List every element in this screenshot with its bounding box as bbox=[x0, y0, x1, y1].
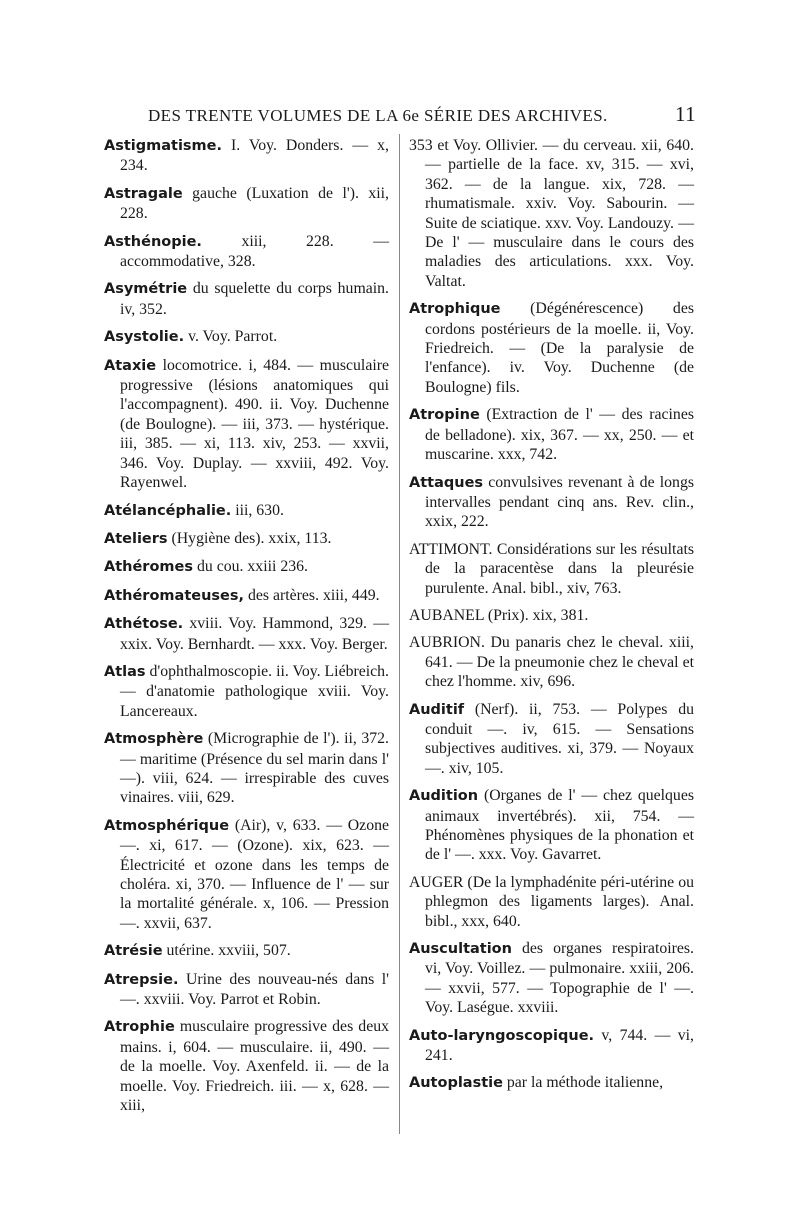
left-column bbox=[104, 136, 389, 1123]
index-entry bbox=[409, 786, 694, 865]
entry-headword: Atrésie bbox=[104, 943, 163, 960]
entry-headword: Ateliers bbox=[104, 530, 168, 547]
entry-headword: Auditif bbox=[409, 701, 465, 718]
running-head bbox=[148, 102, 696, 128]
index-entry-author bbox=[409, 606, 694, 625]
index-entry bbox=[104, 557, 389, 577]
entry-text: (Prix). xix, 381. bbox=[483, 606, 589, 624]
index-entry bbox=[104, 970, 389, 1010]
entry-headword: Autoplastie bbox=[409, 1075, 503, 1092]
index-entry bbox=[104, 184, 389, 224]
entry-headword: Atropine bbox=[409, 407, 480, 424]
index-entry bbox=[104, 327, 389, 347]
entry-text: locomotrice. i, 484. — musculaire progressive (lésions anatomiques qui l'accompagnent). 490. ii. Voy. Duchenne (de Boulogne). — iii, 373. — hystérique. iii, 385. — xi, 113. xiv, 253. — xxvii, 346. Voy. Duplay. — xxviii, 492. Voy. Rayenwel. bbox=[120, 356, 389, 492]
entry-headword: Athétose. bbox=[104, 616, 184, 633]
index-entry bbox=[104, 816, 389, 933]
entry-text: Considérations sur les résultats de la paracentèse dans la pleurésie purulente. Anal. bibl., xiv, 763. bbox=[425, 540, 694, 597]
entry-headword: Ataxie bbox=[104, 357, 157, 374]
entry-text: du cou. xxiii 236. bbox=[193, 558, 308, 576]
entry-text: I. Voy. Donders. — x, 234. bbox=[120, 137, 389, 175]
entry-text: (Hygiène des). xxix, 113. bbox=[167, 529, 332, 547]
entry-text: (De la lymphadénite péri-utérine ou phlegmon des ligaments larges). Anal. bibl., xxx, 640. bbox=[425, 873, 694, 930]
entry-headword: Auto-laryngoscopique. bbox=[409, 1027, 595, 1044]
entry-text: xviii. Voy. Hammond, 329. — xxix. Voy. Bernhardt. — xxx. Voy. Berger. bbox=[120, 615, 389, 653]
column-divider bbox=[399, 134, 400, 1134]
index-entry bbox=[409, 299, 694, 397]
entry-headword: Atmosphérique bbox=[104, 817, 230, 834]
entry-text: gauche (Luxation de l'). xii, 228. bbox=[120, 184, 389, 223]
entry-text: 353 et Voy. Ollivier. — du cerveau. xii, 640. — partielle de la face. xv, 315. — xvi, 362. — de la langue. xix, 728. — rhumatismale. xxiv. Voy. Sabourin. — Suite de sciatique. xxv. Voy. Landouzy. — De l' — musculaire dans le cours des maladies des articulations. xxx. Voy. Valtat. bbox=[409, 137, 694, 290]
index-entry bbox=[104, 586, 389, 606]
entry-headword: Astigmatisme. bbox=[104, 138, 223, 154]
index-entry bbox=[104, 729, 389, 808]
entry-text: convulsives revenant à de longs intervalles pendant cinq ans. Rev. clin., xxix, 222. bbox=[425, 473, 694, 531]
index-entry bbox=[104, 1017, 389, 1115]
entry-text: (Nerf). ii, 753. — Polypes du conduit —. iv, 615. — Sensations subjectives auditives. xi, 379. — Noyaux —. xiv, 105. bbox=[425, 700, 694, 777]
index-entry bbox=[104, 614, 389, 654]
entry-text: Urine des nouveau-nés dans l' —. xxviii. Voy. Parrot et Robin. bbox=[120, 970, 389, 1009]
entry-text: du squelette du corps humain. iv, 352. bbox=[120, 280, 389, 318]
index-entry bbox=[104, 136, 389, 176]
entry-headword: Atrophique bbox=[409, 301, 501, 318]
entry-text: utérine. xxviii, 507. bbox=[162, 942, 291, 960]
index-entry bbox=[104, 279, 389, 319]
entry-author: AUBRION. bbox=[409, 634, 485, 652]
index-entry bbox=[104, 501, 389, 521]
index-entry-author bbox=[409, 633, 694, 691]
entry-text: par la méthode italienne, bbox=[502, 1074, 664, 1092]
entry-headword: Asymétrie bbox=[104, 281, 188, 298]
entry-headword: Attaques bbox=[409, 474, 484, 491]
right-column bbox=[409, 136, 694, 1102]
index-entry bbox=[409, 1026, 694, 1066]
index-entry bbox=[104, 232, 389, 272]
entry-text: (Extraction de l' — des racines de belladone). xix, 367. — xx, 250. — et muscarine. xxx, 742. bbox=[425, 406, 694, 464]
index-entry bbox=[409, 1073, 694, 1093]
entry-text: (Micrographie de l'). ii, 372. — maritime (Présence du sel marin dans l' —). viii, 624. — irrespirable des cuves vinaires. viii, 629. bbox=[120, 730, 389, 807]
index-entry-author bbox=[409, 873, 694, 931]
running-title: DES TRENTE VOLUMES DE LA 6e SÉRIE DES ARCHIVES. bbox=[148, 106, 608, 125]
entry-author: AUBANEL bbox=[409, 606, 484, 624]
entry-headword: Athéromateuses, bbox=[104, 587, 245, 604]
index-entry bbox=[409, 405, 694, 464]
entry-text: v. Voy. Parrot. bbox=[184, 328, 278, 346]
entry-headword: Audition bbox=[409, 788, 479, 805]
index-entry bbox=[409, 939, 694, 1018]
entry-text: des organes respiratoires. vi, Voy. Voillez. — pulmonaire. xxiii, 206. — xxvii, 577. — Topographie de l' —. Voy. Laségue. xxviii. bbox=[425, 940, 694, 1017]
entry-text: iii, 630. bbox=[231, 501, 284, 519]
entry-text: Du panaris chez le cheval. xiii, 641. — De la pneumonie chez le cheval et chez l'homme. xiv, 696. bbox=[425, 634, 694, 691]
entry-headword: Atélancéphalie. bbox=[104, 502, 232, 519]
entry-text: xiii, 228. — accommodative, 328. bbox=[120, 232, 389, 271]
entry-text: (Dégénérescence) des cordons postérieurs de la moelle. ii, Voy. Friedreich. — (De la paralysie de l'enfance). iv. Voy. Duchenne (de Boulogne) fils. bbox=[425, 300, 694, 396]
index-entry-continuation bbox=[409, 136, 694, 291]
entry-text: (Air), v, 633. — Ozone —. xi, 617. — (Ozone). xix, 623. — Électricité et ozone dans les temps de choléra. xi, 370. — Influence de l' — sur la mortalité générale. x, 106. — Pression —. xxvii, 637. bbox=[120, 816, 389, 932]
index-entry bbox=[409, 700, 694, 779]
index-entry bbox=[409, 473, 694, 532]
entry-author: AUGER bbox=[409, 873, 464, 891]
index-entry bbox=[104, 356, 389, 493]
entry-headword: Atrepsie. bbox=[104, 971, 179, 988]
index-entry-author bbox=[409, 540, 694, 598]
entry-text: d'ophthalmoscopie. ii. Voy. Liébreich. — d'anatomie pathologique xviii. Voy. Lancereaux. bbox=[120, 662, 389, 720]
entry-text: (Organes de l' — chez quelques animaux invertébrés). xii, 754. — Phénomènes physiques de la phonation et de l' —. xxx. Voy. Gavarret. bbox=[425, 787, 694, 864]
entry-headword: Atrophie bbox=[104, 1019, 175, 1036]
page-number: 11 bbox=[674, 102, 696, 126]
entry-text: des artères. xiii, 449. bbox=[244, 586, 380, 604]
entry-text: v, 744. — vi, 241. bbox=[425, 1026, 694, 1065]
entry-headword: Asystolie. bbox=[104, 329, 185, 346]
entry-text: musculaire progressive des deux mains. i, 604. — musculaire. ii, 490. — de la moelle. Voy. Axenfeld. ii. — de la moelle. Voy. Friedreich. iii. — x, 628. — xiii, bbox=[120, 1018, 389, 1115]
entry-author: ATTIMONT. bbox=[409, 540, 493, 558]
index-entry bbox=[104, 529, 389, 549]
entry-headword: Astragale bbox=[104, 185, 183, 202]
index-entry bbox=[104, 662, 389, 721]
entry-headword: Atlas bbox=[104, 663, 146, 680]
entry-headword: Athéromes bbox=[104, 559, 193, 576]
entry-headword: Asthénopie. bbox=[104, 233, 202, 250]
index-entry bbox=[104, 941, 389, 961]
entry-headword: Atmosphère bbox=[104, 731, 204, 748]
entry-headword: Auscultation bbox=[409, 941, 512, 958]
